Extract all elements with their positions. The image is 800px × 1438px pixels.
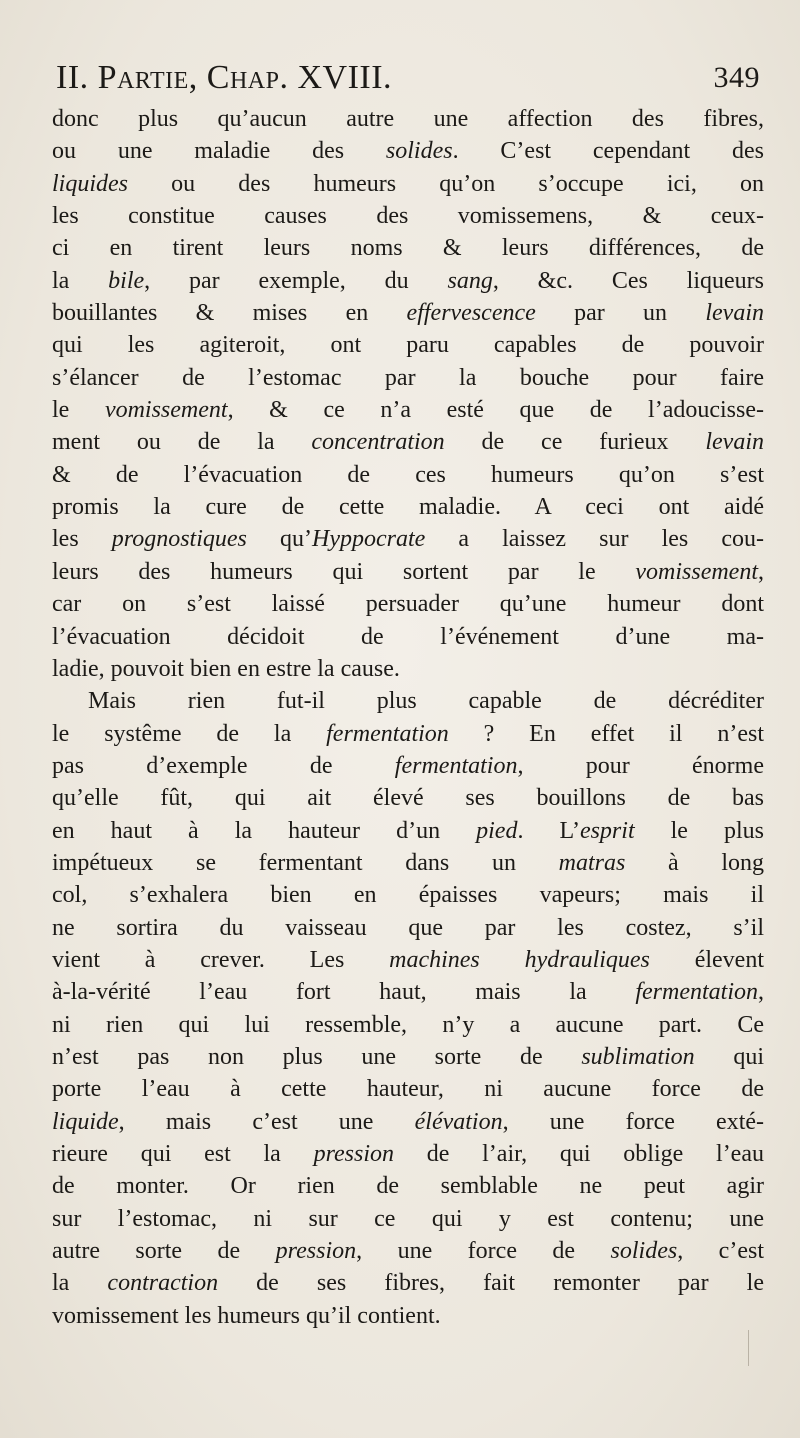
text-segment: promis la cure de cette maladie. A ceci ont aidé xyxy=(52,494,764,521)
body-text xyxy=(52,103,764,1332)
italic-term: solides xyxy=(610,1238,678,1265)
text-line xyxy=(52,847,764,879)
text-line xyxy=(52,750,764,782)
text-segment: , xyxy=(758,979,764,1006)
text-segment: , c’est xyxy=(677,1238,764,1265)
text-segment: s’élancer de l’estomac par la bouche pour faire xyxy=(52,364,764,391)
text-segment: les xyxy=(52,526,112,553)
text-line xyxy=(52,1009,764,1041)
text-segment: vomissement les humeurs qu’il contient. xyxy=(52,1302,441,1329)
text-segment: de monter. Or rien de semblable ne peut agir xyxy=(52,1173,764,1200)
part-number: II. xyxy=(56,59,89,96)
text-segment: ou des humeurs qu’on s’occupe ici, on xyxy=(128,170,764,197)
italic-term: matras xyxy=(558,849,626,876)
text-segment: le systême de la xyxy=(52,720,327,747)
text-segment: à long xyxy=(625,849,764,876)
running-head xyxy=(56,58,760,98)
text-segment: col, s’exhalera bien en épaisses vapeurs; mais il xyxy=(52,882,764,909)
text-segment: l’évacuation décidoit de l’événement d’une ma- xyxy=(52,623,764,650)
text-line xyxy=(52,1041,764,1073)
text-line xyxy=(52,879,764,911)
text-segment: élevent xyxy=(649,946,765,973)
text-line xyxy=(52,394,764,426)
text-segment: ne sortira du vaisseau que par les costez, s’il xyxy=(52,914,764,941)
italic-term: sang xyxy=(447,267,493,294)
italic-term: concentration xyxy=(311,429,445,456)
text-line xyxy=(52,362,764,394)
text-segment: leurs des humeurs qui sortent par le xyxy=(52,558,636,585)
text-line xyxy=(52,168,764,200)
text-segment: ou une maladie des xyxy=(52,138,386,165)
text-line xyxy=(52,1106,764,1138)
text-line xyxy=(52,588,764,620)
text-segment: les constitue causes des vomissemens, & ceux- xyxy=(52,203,764,230)
text-segment: , une force exté- xyxy=(502,1108,765,1135)
text-segment: car on s’est laissé persuader qu’une humeur dont xyxy=(52,591,764,618)
italic-term: pression xyxy=(313,1141,395,1167)
text-segment: , pour énorme xyxy=(517,752,764,779)
text-segment: bouillantes & mises en xyxy=(52,300,407,327)
italic-term: vomissement xyxy=(635,558,758,585)
text-line xyxy=(52,426,764,458)
text-segment: & de l’évacuation de ces humeurs qu’on s’est xyxy=(52,461,764,488)
text-line xyxy=(52,1170,764,1202)
text-segment: ci en tirent leurs noms & leurs différences, de xyxy=(52,235,764,262)
text-line xyxy=(52,556,764,588)
italic-term: fermentation xyxy=(635,979,758,1006)
text-line xyxy=(52,297,764,329)
text-segment: la xyxy=(52,267,109,294)
text-segment: qu’elle fût, qui ait élevé ses bouillons de bas xyxy=(52,785,764,812)
italic-term: bile xyxy=(108,267,145,294)
chapter-label: Chap. xyxy=(206,59,289,96)
text-segment: de l’air, qui oblige l’eau xyxy=(394,1141,764,1167)
italic-term: pied xyxy=(476,817,518,844)
text-segment: , &c. Ces liqueurs xyxy=(492,267,764,294)
text-line xyxy=(52,685,764,717)
text-segment: , mais c’est une xyxy=(118,1108,415,1135)
italic-term: liquides xyxy=(52,170,128,197)
text-segment: ? En effet il n’est xyxy=(448,720,764,747)
text-segment: a laissez sur les cou- xyxy=(425,526,765,553)
chapter-number: XVIII. xyxy=(297,59,393,96)
text-segment: impétueux se fermentant dans un xyxy=(52,849,559,876)
text-line xyxy=(52,329,764,361)
text-line xyxy=(52,265,764,297)
italic-term: esprit xyxy=(579,817,635,844)
text-segment: , xyxy=(758,558,764,585)
text-segment: le xyxy=(52,397,105,424)
text-segment: sur l’estomac, ni sur ce qui y est contenu; une xyxy=(52,1205,764,1232)
italic-term: machines hydrauliques xyxy=(389,946,650,973)
text-line xyxy=(52,1073,764,1105)
text-segment: rieure qui est la xyxy=(52,1141,314,1167)
text-segment: pas d’exemple de xyxy=(52,752,395,779)
italic-term: levain xyxy=(705,429,764,456)
text-line xyxy=(52,718,764,750)
text-segment: qui xyxy=(694,1043,764,1070)
part-label: Partie, xyxy=(97,59,198,96)
text-line xyxy=(52,232,764,264)
text-line xyxy=(52,912,764,944)
text-segment: par un xyxy=(535,300,706,327)
text-line xyxy=(52,200,764,232)
italic-term: fermentation xyxy=(394,752,518,779)
italic-term: levain xyxy=(705,300,764,327)
italic-term: contraction xyxy=(107,1270,219,1297)
text-segment: ladie, pouvoit bien en estre la cause. xyxy=(52,655,400,682)
italic-term: Hyppocrate xyxy=(311,526,426,553)
text-line xyxy=(52,491,764,523)
text-segment: le plus xyxy=(634,817,765,844)
text-segment: , par exemple, du xyxy=(144,267,448,294)
text-segment: , une force de xyxy=(356,1238,611,1265)
text-segment: donc plus qu’aucun autre une affection des fibres, xyxy=(52,106,764,132)
text-segment: . L’ xyxy=(517,817,580,844)
text-segment: n’est pas non plus une sorte de xyxy=(52,1043,582,1070)
text-line xyxy=(52,815,764,847)
text-line xyxy=(52,653,764,685)
text-line xyxy=(52,135,764,167)
text-line xyxy=(52,1267,764,1299)
page-number: 349 xyxy=(713,61,760,94)
text-line xyxy=(52,976,764,1008)
text-line xyxy=(52,1300,764,1332)
paper-mark xyxy=(748,1330,749,1366)
text-segment: Mais rien fut-il plus capable de décréditer xyxy=(88,688,764,715)
text-segment: la xyxy=(52,1270,108,1297)
text-segment: porte l’eau à cette hauteur, ni aucune force de xyxy=(52,1076,764,1103)
text-segment: , & ce n’a esté que de l’adoucisse- xyxy=(227,397,764,424)
text-line xyxy=(52,1138,764,1170)
italic-term: élévation xyxy=(414,1108,503,1135)
italic-term: pression xyxy=(275,1238,357,1265)
text-segment: ment ou de la xyxy=(52,429,312,456)
text-segment: vient à crever. Les xyxy=(52,946,390,973)
text-line xyxy=(52,523,764,555)
text-segment: qu’ xyxy=(246,526,312,553)
text-segment: de ce furieux xyxy=(444,429,706,456)
text-segment: en haut à la hauteur d’un xyxy=(52,817,477,844)
italic-term: effervescence xyxy=(406,300,536,327)
text-line xyxy=(52,1203,764,1235)
text-line xyxy=(52,621,764,653)
text-line xyxy=(52,103,764,135)
italic-term: prognostiques xyxy=(111,526,247,553)
text-segment: autre sorte de xyxy=(52,1238,276,1265)
text-segment: à-la-vérité l’eau fort haut, mais la xyxy=(52,979,636,1006)
text-line xyxy=(52,782,764,814)
text-segment: . C’est cependant des xyxy=(452,138,765,165)
text-segment: qui les agiteroit, ont paru capables de pouvoir xyxy=(52,332,764,359)
italic-term: fermentation xyxy=(326,720,449,747)
italic-term: sublimation xyxy=(581,1043,695,1070)
text-line xyxy=(52,1235,764,1267)
italic-term: vomissement xyxy=(104,397,228,424)
text-segment: ni rien qui lui ressemble, n’y a aucune part. Ce xyxy=(52,1011,764,1038)
italic-term: liquide xyxy=(52,1108,119,1135)
text-line xyxy=(52,944,764,976)
text-segment: de ses fibres, fait remonter par le xyxy=(218,1270,764,1297)
italic-term: solides xyxy=(385,138,453,165)
text-line xyxy=(52,459,764,491)
